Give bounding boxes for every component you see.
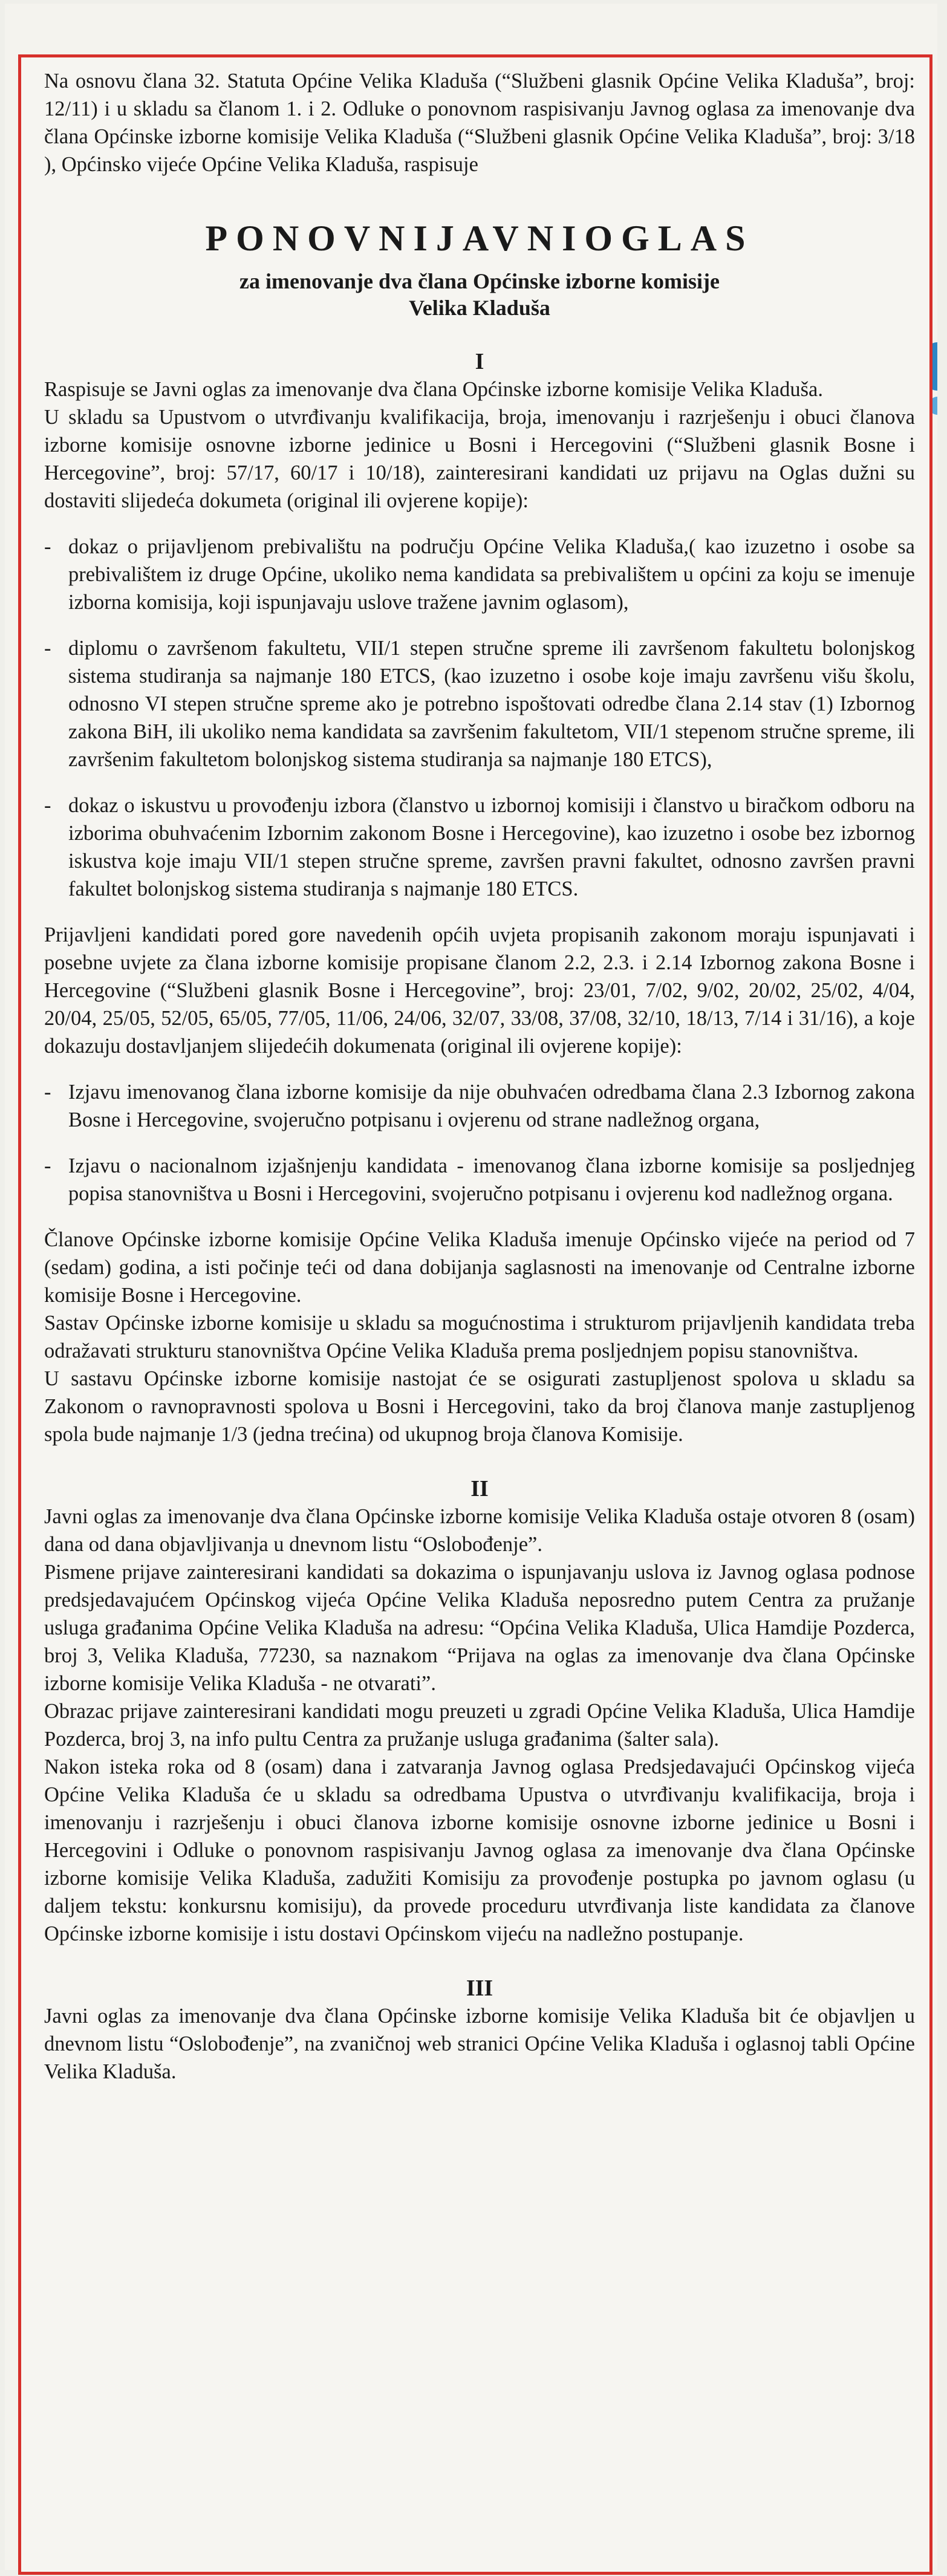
list-dash: -	[44, 535, 51, 558]
list-item-text: dokaz o prijavljenom prebivalištu na području Općine Velika Kladuša,( kao izuzetno i osobe sa prebivalištem iz druge Općine, ukoliko nema kandidata sa prebivalištem u općini za koju se imenuje izborna komisija, koji ispunjavaju uslove tražene javnim oglasom),	[68, 535, 915, 614]
announcement-subtitle-line-1: za imenovanje dva člana Općinske izborne komisije	[239, 269, 720, 293]
list-item	[44, 1078, 915, 1134]
section-3-heading: III	[466, 1976, 493, 2001]
newspaper-page	[5, 4, 937, 2570]
list-item	[44, 1152, 915, 1208]
section-1-paragraph-5: Sastav Općinske izborne komisije u skladu sa mogućnostima i strukturom prijavljenih kandidata treba odražavati strukturu stanovništva Općine Velika Kladuša prema posljednjem popisu stanovništva.	[44, 1312, 915, 1362]
section-2-paragraph-2: Pismene prijave zainteresirani kandidati sa dokazima o ispunjavanju uslova iz Javnog oglasa podnose predsjedavajućem Općinskog vijeća Općine Velika Kladuša neposredno putem Centra za pružanje usluga građanima Općine Velika Kladuša na adresu: “Općina Velika Kladuša, Ulica Hamdije Pozderca, broj 3, Velika Kladuša, 77230, sa naznakom “Prijava na oglas za imenovanje dva člana Općinske izborne komisije Velika Kladuša - ne otvarati”.	[44, 1561, 915, 1695]
section-1-paragraph-6: U sastavu Općinske izborne komisije nastojat će se osigurati zastupljenost spolova u skladu sa Zakonom o ravnopravnosti spolova u Bosni i Hercegovini, tako da broj članova manje zastupljenog spola bude najmanje 1/3 (jedna trećina) od ukupnog broja članova Komisije.	[44, 1367, 915, 1446]
section-1-heading: I	[475, 349, 484, 374]
list-dash: -	[44, 637, 51, 660]
section-2-paragraph-3: Obrazac prijave zainteresirani kandidati mogu preuzeti u zgradi Općine Velika Kladuša, Ulica Hamdije Pozderca, broj 3, na info pultu Centra za pružanje usluga građanima (šalter sala).	[44, 1700, 915, 1751]
list-item-text: Izjavu imenovanog člana izborne komisije da nije obuhvaćen odredbama člana 2.3 Izbornog zakona Bosne i Hercegovine, svojeručno potpisanu i ovjerenu od strane nadležnog organa,	[68, 1081, 915, 1131]
section-1-paragraph-1: Raspisuje se Javni oglas za imenovanje dva člana Općinske izborne komisije Velika Kladuša.	[44, 378, 823, 401]
list-item-text: Izjavu o nacionalnom izjašnjenju kandidata - imenovanog člana izborne komisije sa posljednjeg popisa stanovništva u Bosni i Hercegovini, svojeručno potpisanu i ovjerenu kod nadležnog organa.	[68, 1154, 915, 1205]
section-1-paragraph-4: Članove Općinske izborne komisije Općine Velika Kladuša imenuje Općinsko vijeće na period od 7 (sedam) godina, a isti počinje teći od dana dobijanja saglasnosti na imenovanje od Centralne izborne komisije Bosne i Hercegovine.	[44, 1228, 915, 1307]
announcement-title: PONOVNIJAVNIOGLAS	[205, 218, 754, 258]
list-dash: -	[44, 794, 51, 817]
section-2-heading: II	[470, 1476, 489, 1501]
list-item-text: diplomu o završenom fakultetu, VII/1 stepen stručne spreme ili završenom fakultetu bolonjskog sistema studiranja sa najmanje 180 ETCS, (kao izuzetno i osobe koje imaju završenu višu školu, odnosno VI stepen stručne spreme ako je potrebno ispoštovati odredbe člana 2.14 stav (1) Izbornog zakona BiH, ili ukoliko nema kandidata sa završenim fakultetom, VII/1 stepenom stručne spreme, ili završenim fakultetom bolonjskog sistema studiranja sa najmanje 180 ETCS),	[68, 637, 915, 771]
list-dash: -	[44, 1154, 51, 1177]
section-2-paragraph-1: Javni oglas za imenovanje dva člana Općinske izborne komisije Velika Kladuša ostaje otvoren 8 (osam) dana od dana objavljivanja u dnevnom listu “Oslobođenje”.	[44, 1505, 915, 1556]
list-item	[44, 792, 915, 903]
intro-paragraph: Na osnovu člana 32. Statuta Općine Velika Kladuša (“Službeni glasnik Općine Velika Kladuša”, broj: 12/11) i u skladu sa članom 1. i 2. Odluke o ponovnom raspisivanju Javnog oglasa za imenovanje dva člana Općinske izborne komisije Velika Kladuša (“Službeni glasnik Općine Velika Kladuša”, broj: 3/18 ), Općinsko vijeće Općine Velika Kladuša, raspisuje	[44, 70, 915, 176]
section-2-paragraph-4: Nakon isteka roka od 8 (osam) dana i zatvaranja Javnog oglasa Predsjedavajući Općinskog vijeća Općine Velika Kladuša će u skladu sa odredbama Upustva o utvrđivanju kvalifikacija, broja i imenovanju i razrješenju i obuci članova izborne komisije osnovne izborne jedinice u Bosni i Hercegovini i Odluke o ponovnom raspisivanju Javnog oglasa za imenovanje dva člana Općinske izborne komisije Velika Kladuša, zadužiti Komisiju za provođenje postupka po javnom oglasu (u daljem tekstu: konkursnu komisiju), da provede proceduru utvrđivanja liste kandidata za članove Općinske izborne komisije i istu dostavi Općinskom vijeću na nadležno postupanje.	[44, 1755, 915, 1945]
list-dash: -	[44, 1081, 51, 1104]
announcement-body	[44, 67, 915, 2086]
section-1-paragraph-2: U skladu sa Upustvom o utvrđivanju kvalifikacija, broja, imenovanju i razrješenju i obuci članova izborne komisije osnovne izborne jedinice u Bosni i Hercegovini (“Službeni glasnik Bosne i Hercegovine”, broj: 57/17, 60/17 i 10/18), zainteresirani kandidati uz prijavu na Oglas dužni su dostaviti slijedeća dokumeta (original ili ovjerene kopije):	[44, 406, 915, 512]
section-3-paragraph-1: Javni oglas za imenovanje dva člana Općinske izborne komisije Velika Kladuša bit će objavljen u dnevnom listu “Oslobođenje”, na zvaničnoj web stranici Općine Velika Kladuša i oglasnoj tabli Općine Velika Kladuša.	[44, 2005, 915, 2083]
list-item-text: dokaz o iskustvu u provođenju izbora (članstvo u izbornoj komisiji i članstvo u biračkom odboru na izborima obuhvaćenim Izbornim zakonom Bosne i Hercegovine), kao izuzetno i osobe bez izbornog iskustva koje imaju VII/1 stepen stručne spreme, završen pravni fakultet, odnosno završen pravni fakultet bolonjskog sistema studiranja s najmanje 180 ETCS.	[68, 794, 915, 900]
list-item	[44, 634, 915, 773]
list-item	[44, 533, 915, 616]
announcement-subtitle-line-2: Velika Kladuša	[409, 296, 550, 320]
section-1-paragraph-3: Prijavljeni kandidati pored gore navedenih općih uvjeta propisanih zakonom moraju ispunjavati i posebne uvjete za člana izborne komisije propisane članom 2.2, 2.3. i 2.14 Izbornog zakona Bosne i Hercegovine (“Službeni glasnik Bosne i Hercegovine”, broj: 23/01, 7/02, 9/02, 20/02, 25/02, 4/04, 20/04, 25/05, 52/05, 65/05, 77/05, 11/06, 24/06, 32/07, 33/08, 37/08, 32/10, 18/13, 7/14 i 31/16), a koje dokazuju dostavljanjem slijedećih dokumenata (original ili ovjerene kopije):	[44, 923, 915, 1058]
announcement-frame	[18, 54, 932, 2575]
